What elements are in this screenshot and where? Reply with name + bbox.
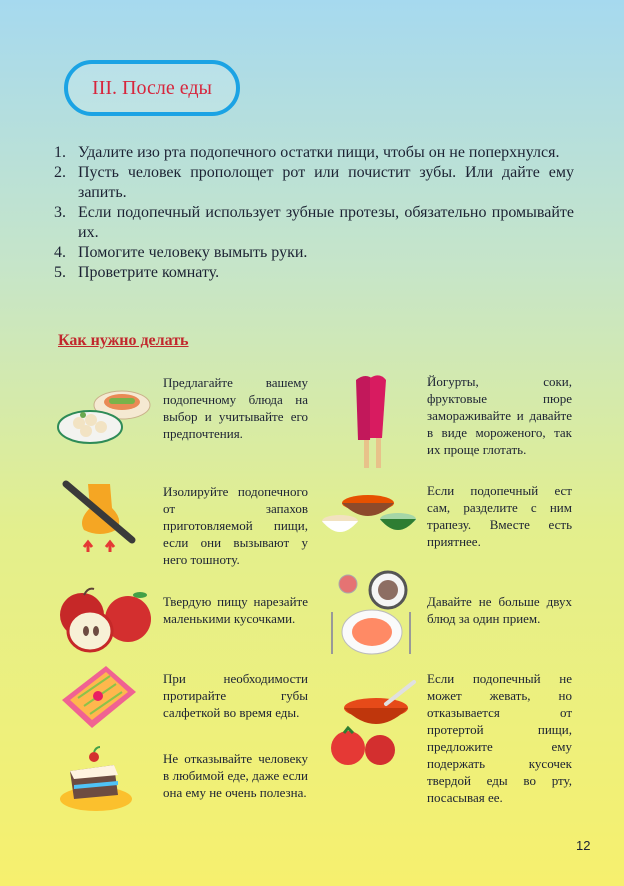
- step-item: 2. Пусть человек прополощет рот или почистит зубы. Или дайте ему запить.: [54, 164, 574, 201]
- page-number: 12: [576, 838, 591, 853]
- tip-napkin: При необходимости протирайте губы салфеткой во время еды.: [163, 671, 308, 720]
- crossed-nose-icon: [60, 478, 140, 558]
- tip-offer-choice: Предлагайте вашему подопечному блюда на выбор и учитывайте его предпочтения.: [163, 375, 308, 441]
- soup-bowls-icon: [320, 485, 420, 545]
- step-item: 5. Проветрите комнату.: [54, 264, 220, 281]
- tip-eat-together: Если подопечный ест сам, разделите с ним трапезу. Вместе есть приятнее.: [427, 483, 572, 549]
- tip-two-dishes: Давайте не больше двух блюд за один прием.: [427, 594, 572, 626]
- step-item: 3. Если подопечный использует зубные протезы, обязательно промывайте их.: [54, 204, 574, 241]
- tip-favorite-food: Не отказывайте человеку в любимой еде, даже если она ему не очень полезна.: [163, 751, 308, 800]
- tip-freeze-yogurts: Йогурты, соки, фруктовые пюре замораживайте и давайте в виде мороженого, так их проще глотать.: [427, 374, 572, 457]
- tomato-soup-icon: [326, 678, 418, 768]
- food-plates-icon: [54, 375, 154, 455]
- after-meal-steps: [54, 143, 574, 283]
- step-item: 1. Удалите изо рта подопечного остатки пищи, чтобы он не поперхнулся.: [54, 144, 560, 161]
- napkin-icon: [58, 662, 138, 732]
- section-title: III. После еды: [92, 76, 212, 99]
- apples-icon: [52, 585, 152, 655]
- tip-cannot-chew: Если подопечный не может жевать, но отказывается от протертой пищи, предложите ему подержать кусочек твердой еды во рту, посасывая ее.: [427, 671, 572, 805]
- table-setting-icon: [326, 568, 416, 660]
- tip-cut-small: Твердую пищу нарезайте маленькими кусочками.: [163, 594, 308, 626]
- popsicle-icon: [340, 372, 400, 470]
- how-to-heading: Как нужно делать: [58, 332, 189, 349]
- step-item: 4. Помогите человеку вымыть руки.: [54, 244, 308, 261]
- cake-icon: [56, 745, 136, 815]
- tip-isolate-smells: Изолируйте подопечного от запахов приготовляемой пищи, если они вызывают у него тошноту.: [163, 484, 308, 567]
- section-title-box: [64, 60, 240, 116]
